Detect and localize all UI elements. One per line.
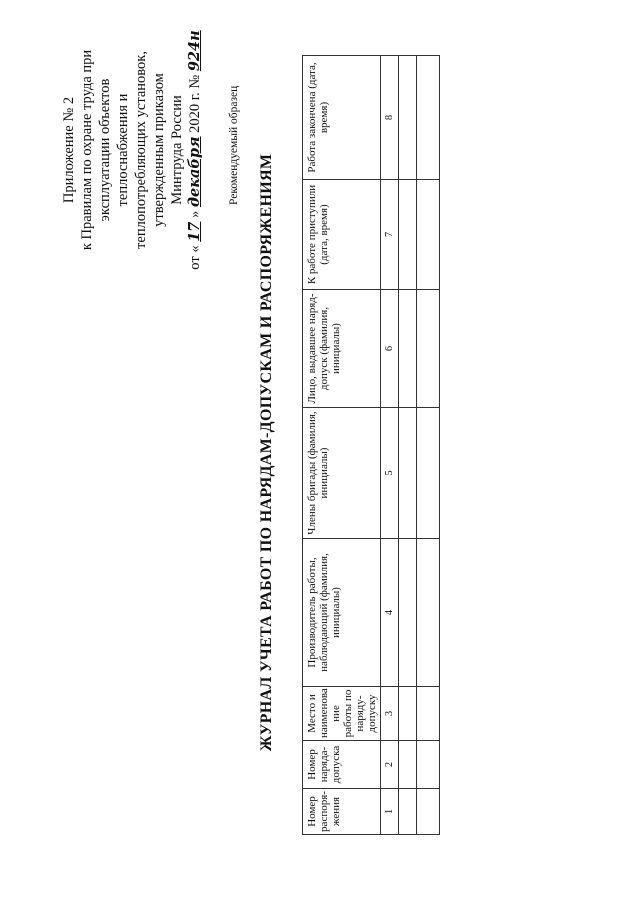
table-cell[interactable] <box>399 539 417 687</box>
column-header: Номер наряда-допуска <box>303 741 381 789</box>
order-prefix: от « <box>187 245 203 270</box>
header-line: эксплуатации объектов <box>97 78 113 222</box>
header-line: Минтруда России <box>169 95 185 205</box>
journal-table <box>302 55 440 835</box>
order-number: 924н <box>186 30 203 72</box>
column-header: Место и наименова ние работы по наряду-допуску <box>303 687 381 741</box>
order-day: 17 <box>186 221 203 242</box>
column-number: 2 <box>381 741 399 789</box>
table-cell[interactable] <box>399 789 417 835</box>
column-header: Члены бригады (фамилия, инициалы) <box>303 408 381 539</box>
table-cell[interactable] <box>399 687 417 741</box>
page-title: ЖУРНАЛ УЧЕТА РАБОТ ПО НАРЯДАМ-ДОПУСКАМ И РАСПОРЯЖЕНИЯМ <box>258 153 275 752</box>
column-number-row <box>381 56 399 835</box>
recommended-sample-label: Рекомендуемый образец <box>228 85 240 205</box>
order-line <box>186 25 204 275</box>
table-cell[interactable] <box>417 539 440 687</box>
table-row <box>399 56 417 835</box>
table-cell[interactable] <box>417 687 440 741</box>
table-row <box>417 56 440 835</box>
column-number: 6 <box>381 290 399 408</box>
order-month: декабря <box>186 136 203 208</box>
order-mid: » <box>187 210 203 218</box>
column-number: 3 <box>381 687 399 741</box>
table-cell[interactable] <box>417 789 440 835</box>
header-line: теплопотребляющих установок, <box>133 51 149 249</box>
header-line: утвержденным приказом <box>151 73 167 227</box>
table-cell[interactable] <box>417 741 440 789</box>
column-number: 4 <box>381 539 399 687</box>
column-header: Производитель работы, наблюдающий (фамилия, инициалы) <box>303 539 381 687</box>
column-header: Лицо, выдавшее наряд-допуск (фамилия, инициалы) <box>303 290 381 408</box>
table-cell[interactable] <box>399 56 417 180</box>
order-year: 2020 г. № <box>187 74 203 133</box>
appendix-header <box>60 25 204 275</box>
column-header: Работа закончена (дата, время) <box>303 56 381 180</box>
column-number: 7 <box>381 180 399 290</box>
table-cell[interactable] <box>417 180 440 290</box>
table-cell[interactable] <box>399 180 417 290</box>
header-line: Приложение № 2 <box>61 96 77 204</box>
table-cell[interactable] <box>417 408 440 539</box>
table-cell[interactable] <box>399 290 417 408</box>
column-number: 8 <box>381 56 399 180</box>
header-line: к Правилам по охране труда при <box>79 49 95 251</box>
table-cell[interactable] <box>399 408 417 539</box>
table-cell[interactable] <box>417 56 440 180</box>
column-number: 5 <box>381 408 399 539</box>
table-cell[interactable] <box>417 290 440 408</box>
table-header-row <box>303 56 381 835</box>
column-header: Номер распоря-жения <box>303 789 381 835</box>
column-number: 1 <box>381 789 399 835</box>
header-line: теплоснабжения и <box>115 93 131 207</box>
table-cell[interactable] <box>399 741 417 789</box>
column-header: К работе приступили (дата, время) <box>303 180 381 290</box>
